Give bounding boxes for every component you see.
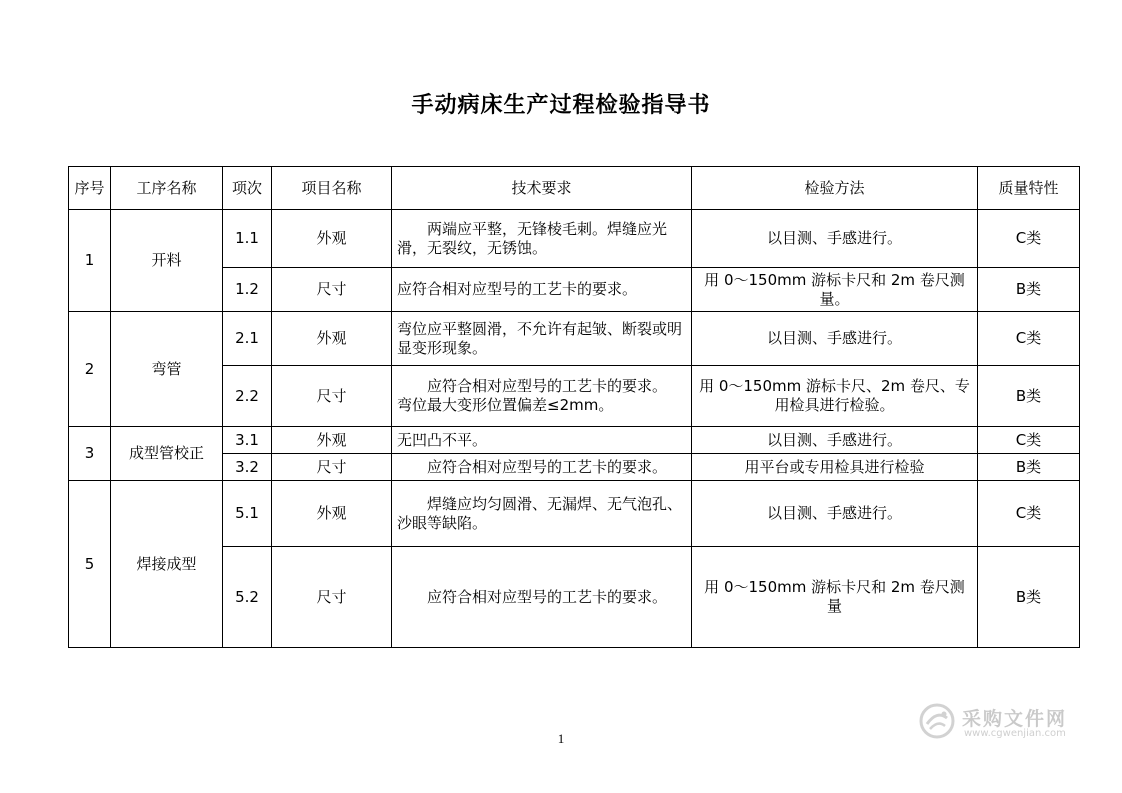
watermark-url: www.cgwenjian.com xyxy=(964,728,1066,739)
item-quality: C类 xyxy=(978,210,1080,268)
item-method: 以目测、手感进行。 xyxy=(692,427,978,454)
item-method: 用 0～150mm 游标卡尺和 2m 卷尺测量。 xyxy=(692,268,978,312)
group-seq: 3 xyxy=(69,427,111,481)
item-requirement: 两端应平整，无锋棱毛刺。焊缝应光滑，无裂纹，无锈蚀。 xyxy=(392,210,692,268)
item-method: 以目测、手感进行。 xyxy=(692,210,978,268)
item-quality: B类 xyxy=(978,366,1080,427)
header-quality: 质量特性 xyxy=(978,167,1080,210)
item-no: 3.1 xyxy=(223,427,272,454)
item-no: 2.2 xyxy=(223,366,272,427)
item-requirement xyxy=(392,366,692,427)
watermark-logo-icon xyxy=(918,702,956,740)
item-name: 尺寸 xyxy=(272,268,392,312)
item-quality: B类 xyxy=(978,454,1080,481)
header-item-no: 项次 xyxy=(223,167,272,210)
item-no: 2.1 xyxy=(223,312,272,366)
group-process: 成型管校正 xyxy=(111,427,223,481)
header-process: 工序名称 xyxy=(111,167,223,210)
requirement-line: 弯位最大变形位置偏差≤2mm。 xyxy=(397,396,614,414)
watermark-name: 采购文件网 xyxy=(962,708,1068,730)
item-quality: C类 xyxy=(978,312,1080,366)
item-no: 1.1 xyxy=(223,210,272,268)
item-name: 外观 xyxy=(272,210,392,268)
item-quality: B类 xyxy=(978,268,1080,312)
item-name: 尺寸 xyxy=(272,454,392,481)
group-process: 焊接成型 xyxy=(111,481,223,648)
item-name: 尺寸 xyxy=(272,366,392,427)
table-row xyxy=(69,312,1080,366)
inspection-table xyxy=(68,166,1080,648)
header-item-name: 项目名称 xyxy=(272,167,392,210)
group-process: 弯管 xyxy=(111,312,223,427)
table-header-row xyxy=(69,167,1080,210)
item-requirement: 焊缝应均匀圆滑、无漏焊、无气泡孔、沙眼等缺陷。 xyxy=(392,481,692,547)
item-method: 用平台或专用检具进行检验 xyxy=(692,454,978,481)
item-name: 尺寸 xyxy=(272,547,392,648)
group-seq: 1 xyxy=(69,210,111,312)
header-seq: 序号 xyxy=(69,167,111,210)
item-quality: C类 xyxy=(978,481,1080,547)
group-seq: 5 xyxy=(69,481,111,648)
table-row xyxy=(69,481,1080,547)
item-method: 以目测、手感进行。 xyxy=(692,481,978,547)
item-requirement: 应符合相对应型号的工艺卡的要求。 xyxy=(392,268,692,312)
item-method: 用 0～150mm 游标卡尺和 2m 卷尺测量 xyxy=(692,547,978,648)
group-process: 开料 xyxy=(111,210,223,312)
document-title: 手动病床生产过程检验指导书 xyxy=(411,93,711,118)
table-row xyxy=(69,427,1080,454)
table-row xyxy=(69,210,1080,268)
item-no: 5.1 xyxy=(223,481,272,547)
item-requirement: 无凹凸不平。 xyxy=(392,427,692,454)
item-requirement: 应符合相对应型号的工艺卡的要求。 xyxy=(392,547,692,648)
item-quality: B类 xyxy=(978,547,1080,648)
page-number: 1 xyxy=(557,731,565,746)
item-requirement: 应符合相对应型号的工艺卡的要求。 xyxy=(392,454,692,481)
requirement-line: 应符合相对应型号的工艺卡的要求。 xyxy=(427,377,668,395)
item-method: 用 0～150mm 游标卡尺、2m 卷尺、专用检具进行检验。 xyxy=(692,366,978,427)
item-method: 以目测、手感进行。 xyxy=(692,312,978,366)
item-name: 外观 xyxy=(272,427,392,454)
header-requirement: 技术要求 xyxy=(392,167,692,210)
item-requirement: 弯位应平整圆滑，不允许有起皱、断裂或明显变形现象。 xyxy=(392,312,692,366)
item-no: 5.2 xyxy=(223,547,272,648)
group-seq: 2 xyxy=(69,312,111,427)
watermark xyxy=(918,700,1078,744)
item-no: 3.2 xyxy=(223,454,272,481)
header-method: 检验方法 xyxy=(692,167,978,210)
item-name: 外观 xyxy=(272,481,392,547)
item-name: 外观 xyxy=(272,312,392,366)
item-quality: C类 xyxy=(978,427,1080,454)
item-no: 1.2 xyxy=(223,268,272,312)
